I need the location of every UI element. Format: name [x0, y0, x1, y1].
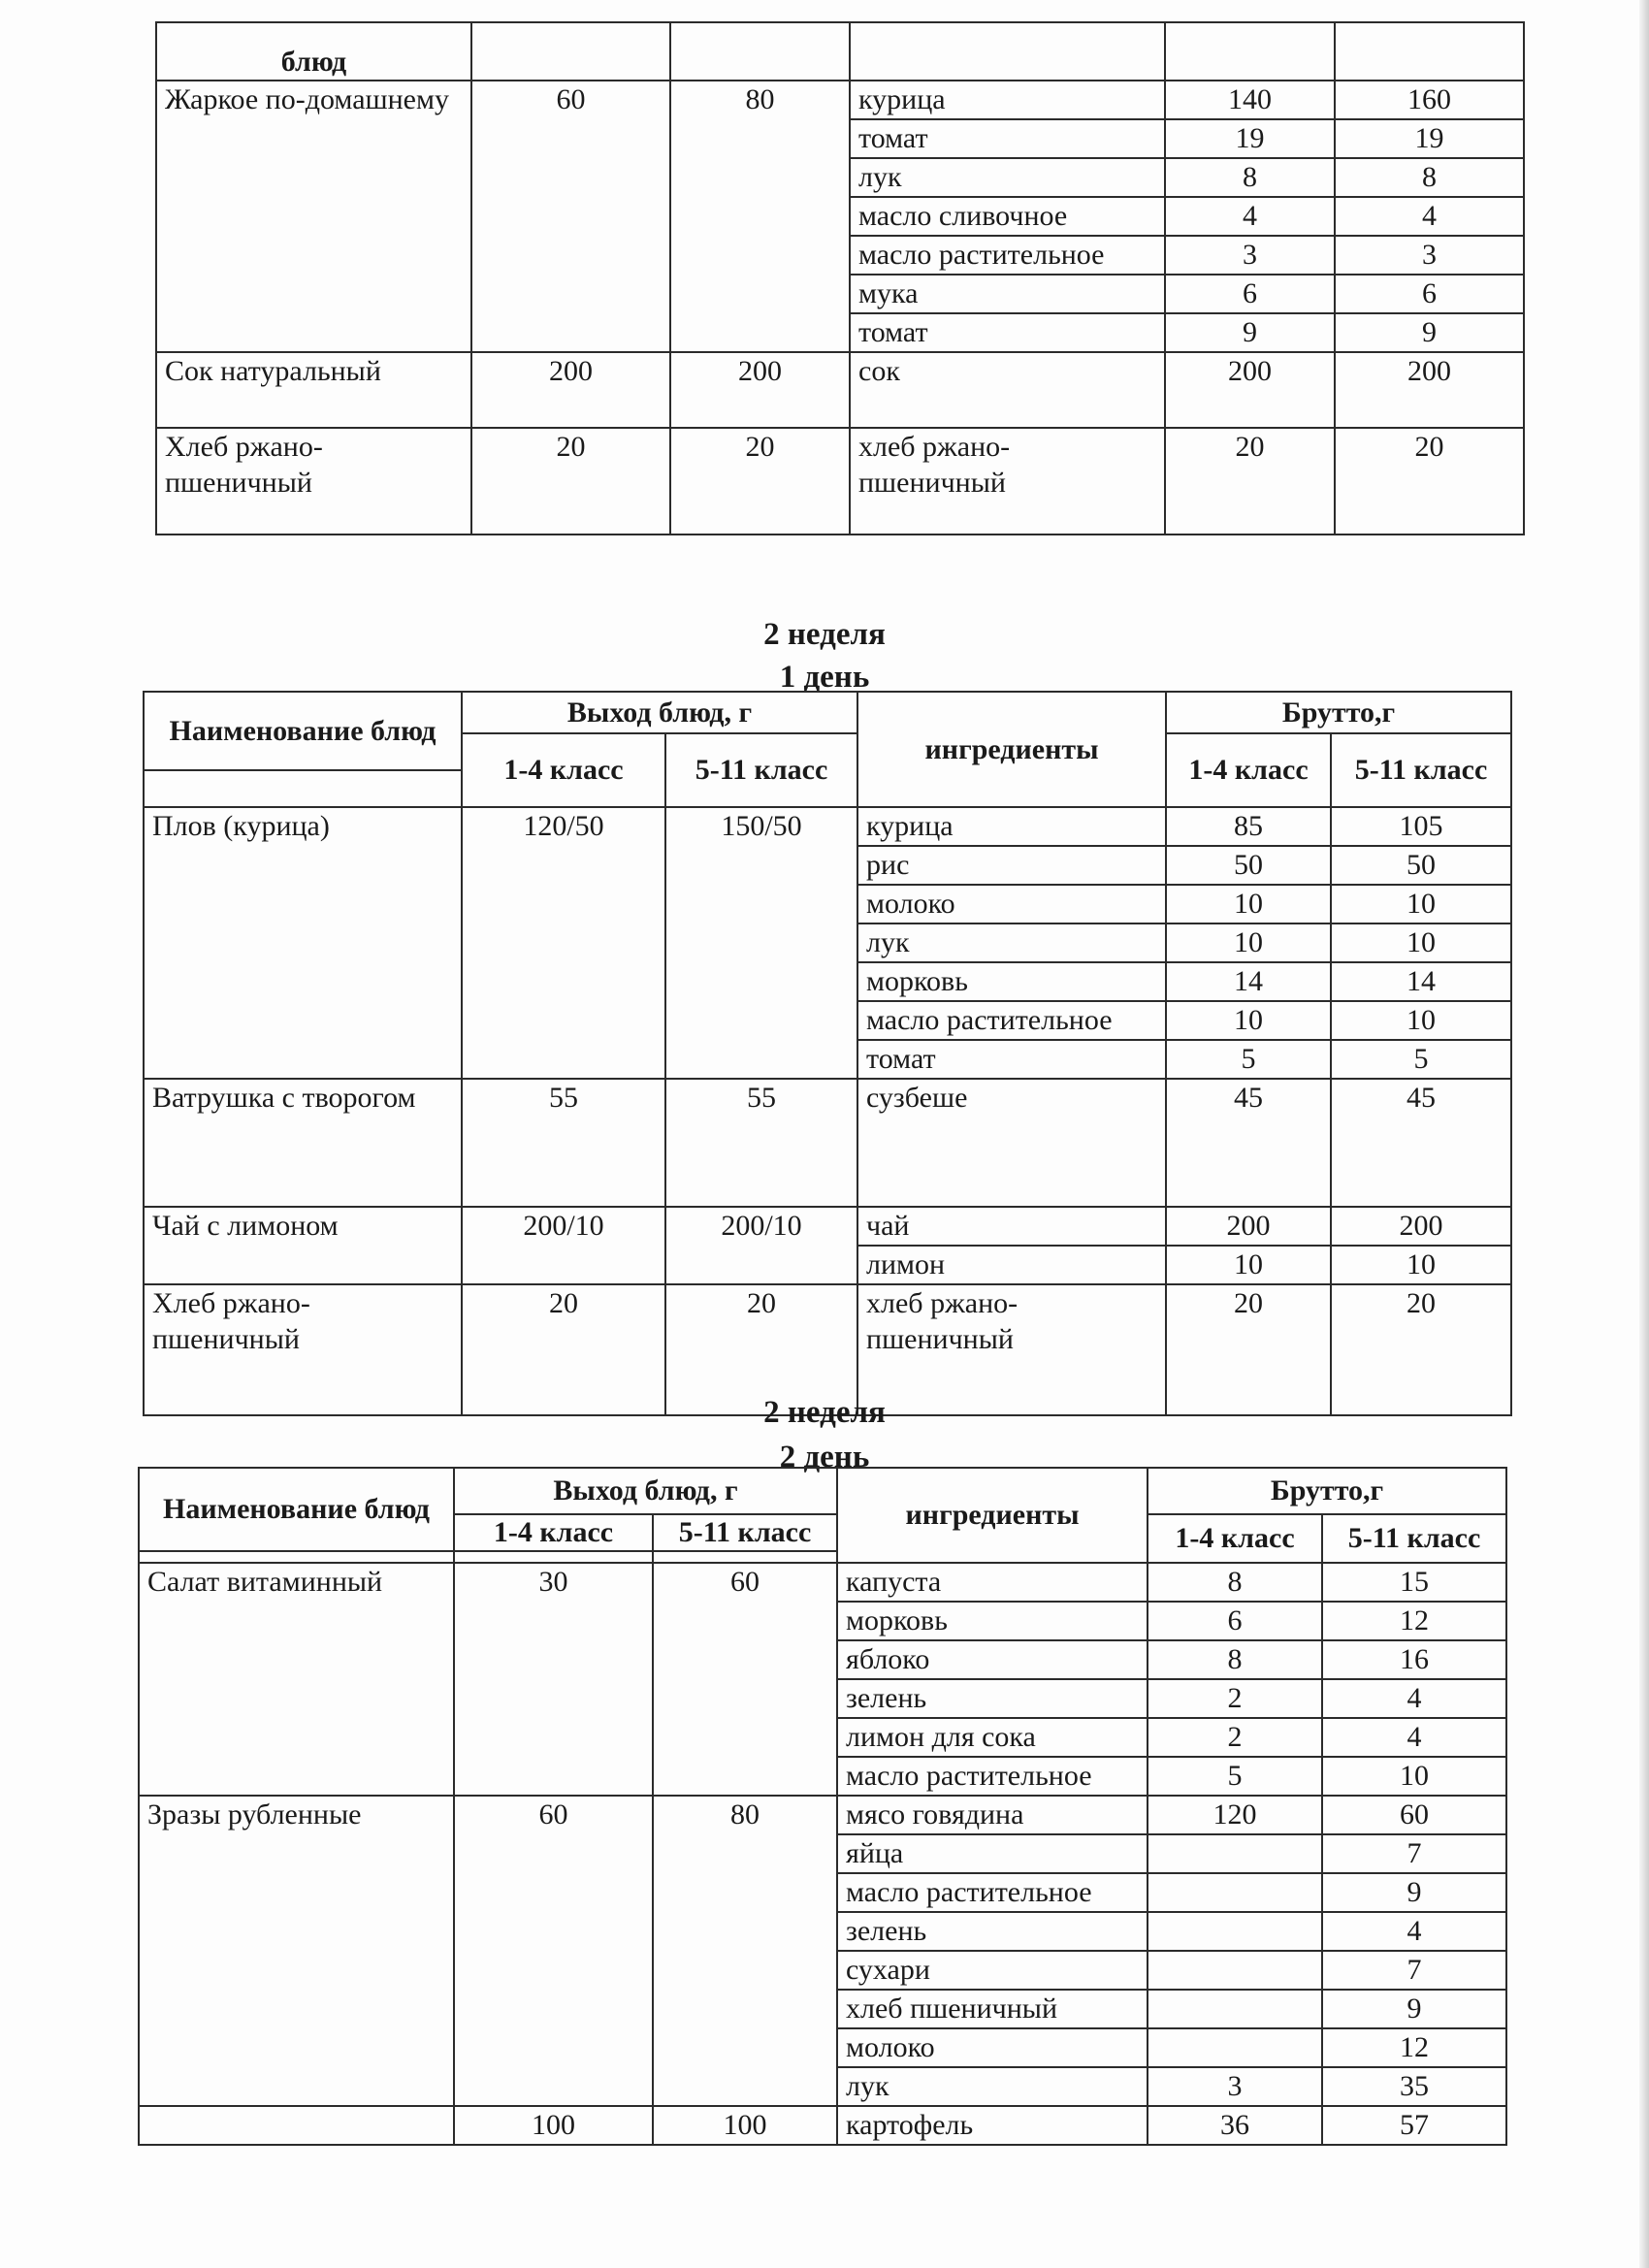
- table-row: [144, 1207, 1511, 1246]
- dish-name: Жаркое по-домашнему: [156, 81, 471, 352]
- brutto-5-11: 7: [1322, 1834, 1506, 1873]
- yield-1-4: 30: [454, 1563, 653, 1796]
- menu-table-continued: [155, 21, 1525, 535]
- ingredient-name: рис: [857, 846, 1166, 885]
- ingredient-name: курица: [857, 807, 1166, 846]
- header-dish-name: Наименование блюд: [139, 1468, 454, 1551]
- brutto-1-4: 200: [1165, 352, 1335, 428]
- yield-1-4: 200/10: [462, 1207, 665, 1284]
- ingredient-name: лук: [857, 923, 1166, 962]
- yield-1-4: 100: [454, 2106, 653, 2145]
- header-brutto: Брутто,г: [1166, 692, 1511, 733]
- brutto-5-11: 8: [1335, 158, 1524, 197]
- ingredient-name: яйца: [837, 1834, 1148, 1873]
- header-brutto: Брутто,г: [1148, 1468, 1506, 1514]
- brutto-1-4: 10: [1166, 1246, 1331, 1284]
- brutto-5-11: 3: [1335, 236, 1524, 275]
- ingredient-name: хлеб ржано-пшеничный: [857, 1284, 1166, 1415]
- header-brutto-5-11: 5-11 класс: [1322, 1514, 1506, 1563]
- brutto-1-4: 5: [1166, 1040, 1331, 1079]
- header-yield-1-4: 1-4 класс: [462, 733, 665, 807]
- brutto-1-4: 3: [1165, 236, 1335, 275]
- ingredient-name: морковь: [857, 962, 1166, 1001]
- header-brutto-5-11: [1335, 22, 1524, 81]
- header-brutto-1-4: [1165, 22, 1335, 81]
- brutto-1-4: 5: [1148, 1757, 1322, 1796]
- dish-name: Чай с лимоном: [144, 1207, 462, 1284]
- ingredient-name: томат: [850, 313, 1165, 352]
- yield-5-11: 80: [670, 81, 850, 352]
- brutto-1-4: [1148, 1912, 1322, 1951]
- brutto-5-11: 19: [1335, 119, 1524, 158]
- brutto-5-11: 7: [1322, 1951, 1506, 1990]
- brutto-1-4: 10: [1166, 923, 1331, 962]
- dish-name: Зразы рубленные: [139, 1796, 454, 2106]
- header-yield-1-4: 1-4 класс: [454, 1514, 653, 1551]
- ingredient-name: молоко: [857, 885, 1166, 923]
- ingredient-name: лимон для сока: [837, 1718, 1148, 1757]
- brutto-1-4: 140: [1165, 81, 1335, 119]
- yield-5-11: 60: [653, 1563, 837, 1796]
- brutto-5-11: 4: [1335, 197, 1524, 236]
- yield-1-4: 55: [462, 1079, 665, 1207]
- ingredient-name: морковь: [837, 1602, 1148, 1640]
- brutto-5-11: 16: [1322, 1640, 1506, 1679]
- ingredient-name: масло растительное: [850, 236, 1165, 275]
- table-row: [139, 1563, 1506, 1602]
- ingredient-name: масло растительное: [837, 1757, 1148, 1796]
- brutto-5-11: 14: [1331, 962, 1511, 1001]
- brutto-5-11: 9: [1322, 1873, 1506, 1912]
- brutto-5-11: 200: [1331, 1207, 1511, 1246]
- ingredient-name: томат: [857, 1040, 1166, 1079]
- dish-name: [139, 2106, 454, 2145]
- ingredient-name: лук: [837, 2067, 1148, 2106]
- table-row: [144, 807, 1511, 846]
- brutto-1-4: [1148, 1873, 1322, 1912]
- brutto-1-4: 2: [1148, 1679, 1322, 1718]
- brutto-5-11: 4: [1322, 1679, 1506, 1718]
- brutto-1-4: 20: [1166, 1284, 1331, 1415]
- brutto-5-11: 20: [1331, 1284, 1511, 1415]
- brutto-5-11: 10: [1331, 885, 1511, 923]
- yield-1-4: 60: [454, 1796, 653, 2106]
- header-ingredients: ингредиенты: [857, 692, 1166, 807]
- yield-5-11: 80: [653, 1796, 837, 2106]
- brutto-1-4: 50: [1166, 846, 1331, 885]
- brutto-5-11: 105: [1331, 807, 1511, 846]
- ingredient-name: мясо говядина: [837, 1796, 1148, 1834]
- brutto-1-4: [1148, 2028, 1322, 2067]
- day-heading: 2 день: [779, 1440, 870, 1474]
- brutto-5-11: 10: [1331, 1246, 1511, 1284]
- brutto-1-4: 200: [1166, 1207, 1331, 1246]
- header-yield: Выход блюд, г: [454, 1468, 837, 1514]
- table-row: [139, 1796, 1506, 1834]
- header-dish-name: Наименование блюд: [144, 692, 462, 770]
- dish-name: Хлеб ржано-пшеничный: [144, 1284, 462, 1415]
- brutto-1-4: 9: [1165, 313, 1335, 352]
- brutto-5-11: 200: [1335, 352, 1524, 428]
- yield-1-4: 20: [462, 1284, 665, 1415]
- scan-edge: [1639, 0, 1649, 2268]
- ingredient-name: капуста: [837, 1563, 1148, 1602]
- ingredient-name: хлеб ржано-пшеничный: [850, 428, 1165, 535]
- brutto-1-4: 36: [1148, 2106, 1322, 2145]
- brutto-1-4: 85: [1166, 807, 1331, 846]
- brutto-1-4: [1148, 1951, 1322, 1990]
- brutto-1-4: 6: [1165, 275, 1335, 313]
- ingredient-name: томат: [850, 119, 1165, 158]
- yield-5-11: 150/50: [665, 807, 857, 1079]
- brutto-5-11: 35: [1322, 2067, 1506, 2106]
- ingredient-name: чай: [857, 1207, 1166, 1246]
- brutto-1-4: 14: [1166, 962, 1331, 1001]
- dish-name: Плов (курица): [144, 807, 462, 1079]
- yield-1-4: 200: [471, 352, 670, 428]
- brutto-5-11: 50: [1331, 846, 1511, 885]
- dish-name: Салат витаминный: [139, 1563, 454, 1796]
- yield-5-11: 200: [670, 352, 850, 428]
- ingredient-name: лимон: [857, 1246, 1166, 1284]
- ingredient-name: курица: [850, 81, 1165, 119]
- brutto-5-11: 45: [1331, 1079, 1511, 1207]
- brutto-1-4: 45: [1166, 1079, 1331, 1207]
- brutto-1-4: 8: [1165, 158, 1335, 197]
- brutto-5-11: 12: [1322, 2028, 1506, 2067]
- brutto-5-11: 10: [1322, 1757, 1506, 1796]
- brutto-1-4: 3: [1148, 2067, 1322, 2106]
- ingredient-name: сузбеше: [857, 1079, 1166, 1207]
- menu-table-week2-day2: [138, 1467, 1507, 2146]
- brutto-1-4: 10: [1166, 885, 1331, 923]
- ingredient-name: лук: [850, 158, 1165, 197]
- header-dish: блюд: [156, 22, 471, 81]
- brutto-5-11: 4: [1322, 1912, 1506, 1951]
- week-heading: 2 неделя: [763, 1395, 886, 1430]
- brutto-1-4: [1148, 1990, 1322, 2028]
- ingredient-name: яблоко: [837, 1640, 1148, 1679]
- header-ingredients: ингредиенты: [837, 1468, 1148, 1563]
- header-dish-spacer: [139, 1551, 454, 1563]
- brutto-1-4: 10: [1166, 1001, 1331, 1040]
- brutto-1-4: 2: [1148, 1718, 1322, 1757]
- ingredient-name: хлеб пшеничный: [837, 1990, 1148, 2028]
- yield-1-4: 20: [471, 428, 670, 535]
- header-ingredients: [850, 22, 1165, 81]
- ingredient-name: молоко: [837, 2028, 1148, 2067]
- yield-5-11: 100: [653, 2106, 837, 2145]
- brutto-1-4: 8: [1148, 1640, 1322, 1679]
- brutto-1-4: 20: [1165, 428, 1335, 535]
- day-heading: 1 день: [779, 660, 870, 695]
- header-spacer: [653, 1551, 837, 1563]
- brutto-5-11: 57: [1322, 2106, 1506, 2145]
- brutto-5-11: 160: [1335, 81, 1524, 119]
- brutto-1-4: 120: [1148, 1796, 1322, 1834]
- yield-1-4: 120/50: [462, 807, 665, 1079]
- yield-5-11: 20: [670, 428, 850, 535]
- ingredient-name: картофель: [837, 2106, 1148, 2145]
- dish-name: Сок натуральный: [156, 352, 471, 428]
- brutto-5-11: 12: [1322, 1602, 1506, 1640]
- brutto-5-11: 20: [1335, 428, 1524, 535]
- table-row: [156, 428, 1524, 535]
- header-yield-5-11: [670, 22, 850, 81]
- yield-5-11: 200/10: [665, 1207, 857, 1284]
- ingredient-name: масло растительное: [837, 1873, 1148, 1912]
- ingredient-name: мука: [850, 275, 1165, 313]
- ingredient-name: зелень: [837, 1912, 1148, 1951]
- table-row: [156, 81, 1524, 119]
- yield-5-11: 55: [665, 1079, 857, 1207]
- dish-name: Ватрушка с творогом: [144, 1079, 462, 1207]
- header-brutto-5-11: 5-11 класс: [1331, 733, 1511, 807]
- yield-5-11: 20: [665, 1284, 857, 1415]
- brutto-1-4: 6: [1148, 1602, 1322, 1640]
- ingredient-name: масло сливочное: [850, 197, 1165, 236]
- yield-1-4: 60: [471, 81, 670, 352]
- table-row: [156, 352, 1524, 428]
- brutto-5-11: 9: [1322, 1990, 1506, 2028]
- ingredient-name: сок: [850, 352, 1165, 428]
- ingredient-name: зелень: [837, 1679, 1148, 1718]
- brutto-5-11: 10: [1331, 1001, 1511, 1040]
- brutto-5-11: 4: [1322, 1718, 1506, 1757]
- brutto-5-11: 60: [1322, 1796, 1506, 1834]
- header-spacer: [454, 1551, 653, 1563]
- ingredient-name: сухари: [837, 1951, 1148, 1990]
- header-yield-1-4: [471, 22, 670, 81]
- menu-table-week2-day1: [143, 691, 1512, 1416]
- dish-name: Хлеб ржано-пшеничный: [156, 428, 471, 535]
- brutto-5-11: 10: [1331, 923, 1511, 962]
- header-brutto-1-4: 1-4 класс: [1166, 733, 1331, 807]
- week-heading: 2 неделя: [763, 617, 886, 652]
- header-yield: Выход блюд, г: [462, 692, 857, 733]
- header-dish-spacer: [144, 770, 462, 807]
- brutto-5-11: 15: [1322, 1563, 1506, 1602]
- brutto-1-4: 8: [1148, 1563, 1322, 1602]
- brutto-5-11: 9: [1335, 313, 1524, 352]
- table-row: [139, 2106, 1506, 2145]
- header-yield-5-11: 5-11 класс: [653, 1514, 837, 1551]
- ingredient-name: масло растительное: [857, 1001, 1166, 1040]
- brutto-1-4: [1148, 1834, 1322, 1873]
- header-yield-5-11: 5-11 класс: [665, 733, 857, 807]
- brutto-1-4: 4: [1165, 197, 1335, 236]
- table-row: [144, 1079, 1511, 1207]
- brutto-5-11: 5: [1331, 1040, 1511, 1079]
- header-brutto-1-4: 1-4 класс: [1148, 1514, 1322, 1563]
- brutto-1-4: 19: [1165, 119, 1335, 158]
- brutto-5-11: 6: [1335, 275, 1524, 313]
